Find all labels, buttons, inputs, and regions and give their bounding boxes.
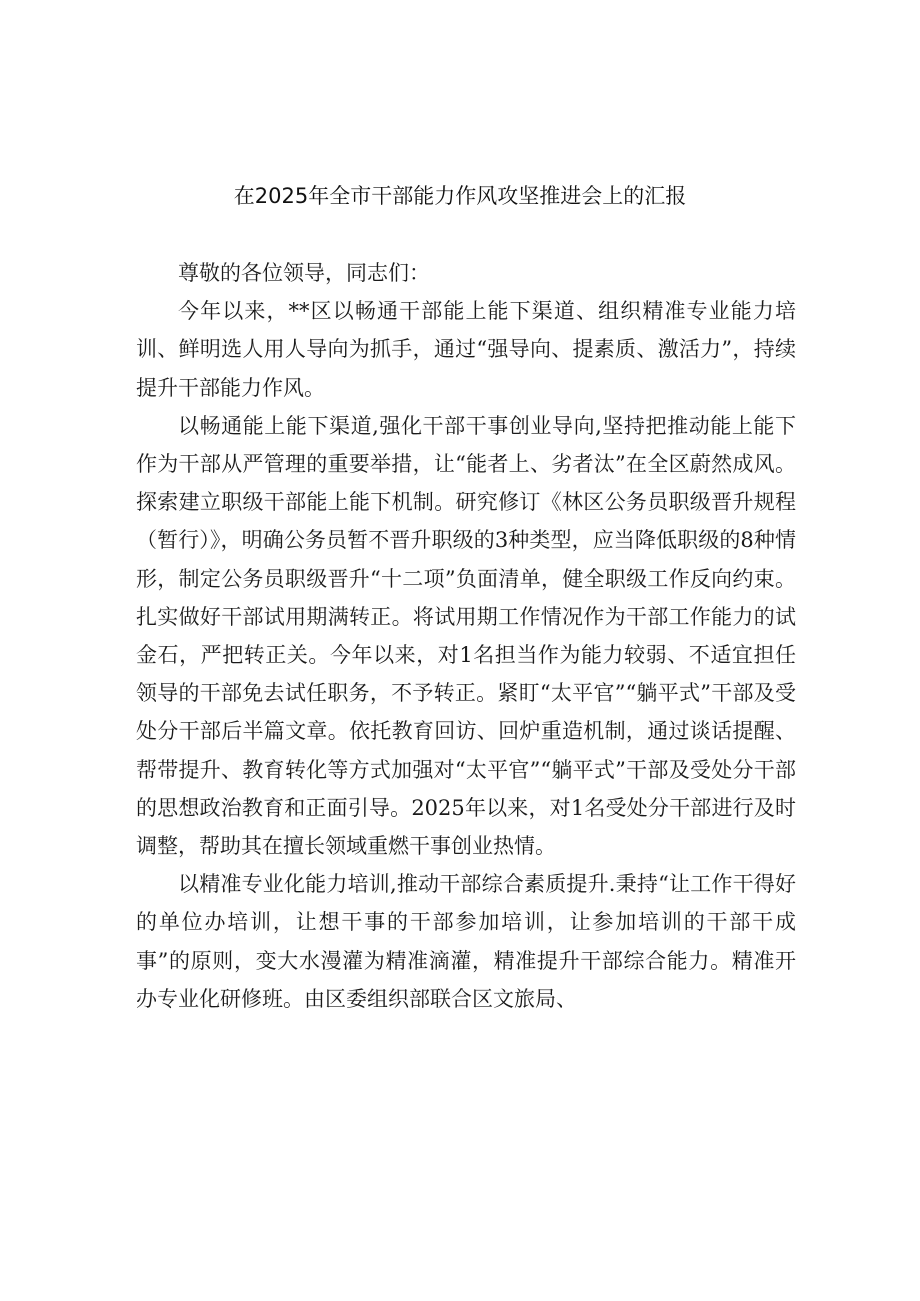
document-title: 在2025年全市干部能力作风攻坚推进会上的汇报: [233, 184, 687, 208]
paragraph-promotion: 以畅通能上能下渠道,强化干部干事创业导向,坚持把推动能上能下作为干部从严管理的重要举措，让“能者上、劣者汰”在全区蔚然成风。探索建立职级干部能上能下机制。研究修订《林区公务员职级晋升规程（暂行）》，明确公务员暂不晋升职级的3种类型，应当降低职级的8种情形，制定公务员职级晋升“十二项”负面清单，健全职级工作反向约束。扎实做好干部试用期满转正。将试用期工作情况作为干部工作能力的试金石，严把转正关。今年以来，对1名担当作为能力较弱、不适宜担任领导的干部免去试任职务，不予转正。紧盯“太平官”“躺平式”干部及受处分干部后半篇文章。依托教育回访、回炉重造机制，通过谈话提醒、帮带提升、教育转化等方式加强对“太平官”“躺平式”干部及受处分干部的思想政治教育和正面引导。2025年以来，对1名受处分干部进行及时调整，帮助其在擅长领域重燃干事创业热情。: [136, 413, 796, 859]
paragraph-intro: 今年以来，**区以畅通干部能上能下渠道、组织精准专业能力培训、鲜明选人用人导向为抓手，通过“强导向、提素质、激活力”，持续提升干部能力作风。: [136, 299, 796, 400]
salutation: 尊敬的各位领导，同志们：: [178, 261, 430, 285]
document-body: [136, 254, 796, 1018]
paragraph-training: 以精准专业化能力培训,推动干部综合素质提升.秉持“让工作干得好的单位办培训，让想干事的干部参加培训，让参加培训的干部干成事”的原则，变大水漫灌为精准滴灌，精准提升干部综合能力。精准开办专业化研修班。由区委组织部联合区文旅局、: [136, 872, 796, 1011]
